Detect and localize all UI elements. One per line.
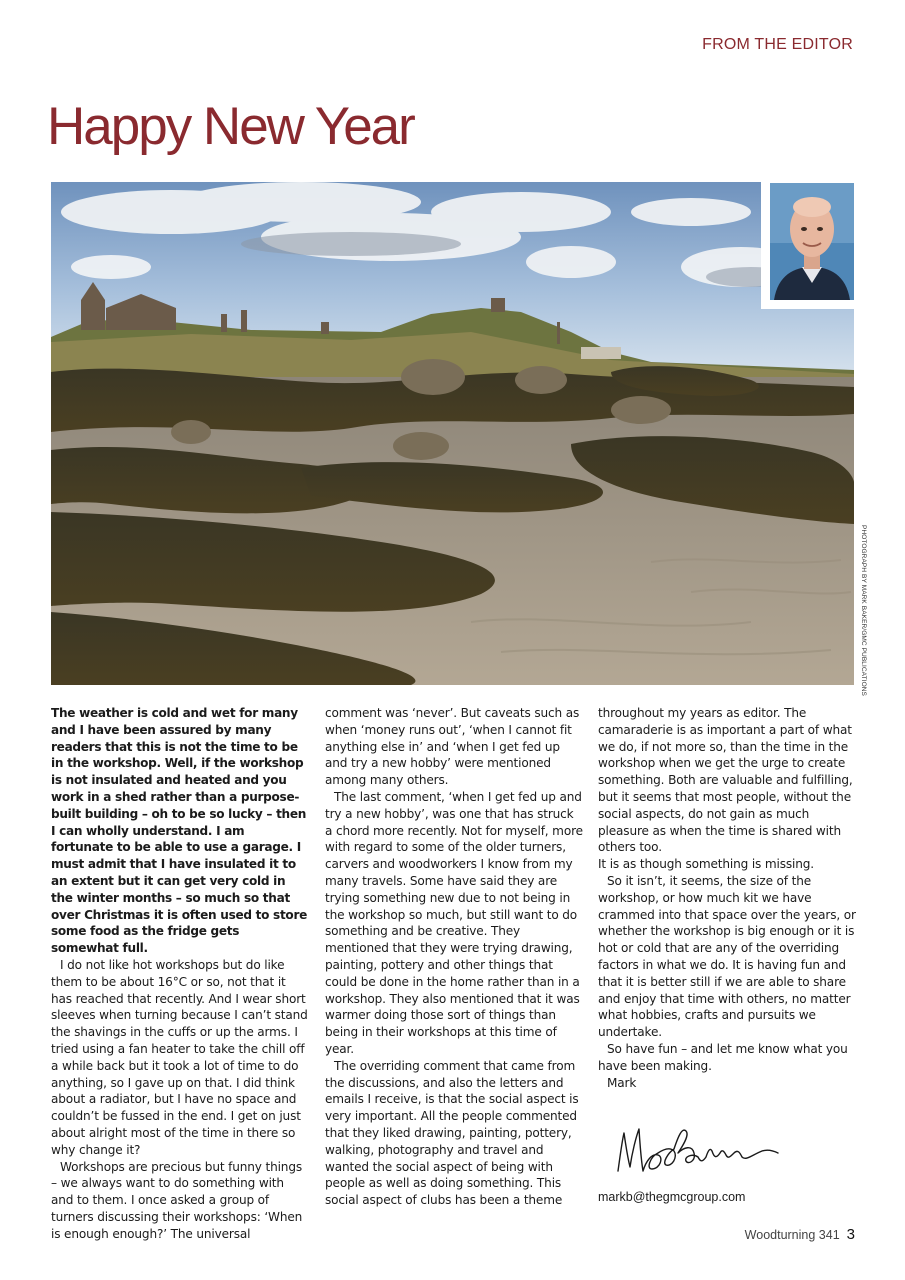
page-title: Happy New Year <box>47 97 414 156</box>
paragraph: I do not like hot workshops but do like them to be about 16°C or so, not that it has reached that recently. And I wear short sleeves when turning because I can’t stand the shavings in the cuffs or up the arms. I tried using a fan heater to take the chill off a while back but it took a lot of time to do anything, so I gave up on that. I did think about a radiator, but I have no space and couldn’t be fussed in the end. I get on just about alright most of the time in there so why change it? <box>51 957 308 1157</box>
page-footer <box>745 1226 855 1243</box>
photo-credit-text: PHOTOGRAPH BY MARK BAKER/GMC PUBLICATIONS <box>859 524 867 696</box>
paragraph: comment was ‘never’. But caveats such as when ‘money runs out’, ‘when I cannot fit anything else in’ and ‘when I get fed up and try a new hobby’ were mentioned among many others. <box>325 706 580 788</box>
publication-issue: Woodturning 341 <box>744 1228 840 1242</box>
beach-photo <box>51 182 854 685</box>
page-number: 3 <box>846 1226 855 1243</box>
paragraph: So it isn’t, it seems, the size of the workshop, or how much kit we have crammed into that space over the years, or whether the workshop is big enough or it is hot or cold that are any of the overriding factors in what we do. It is having fun and that it is better still if we are able to share and enjoy that time with others, no matter what hobbies, crafts and pursuits we undertake. <box>598 873 856 1040</box>
paragraph: The last comment, ‘when I get fed up and try a new hobby’, was one that has struck a chord more recently. Not for myself, more with regard to some of the older turners, carvers and woodworkers I know from my many travels. Some have said they are trying something new due to not being in the workshop so much, but still want to do something and be creative. They mentioned that they were trying drawing, painting, pottery and other things that could be done in the home rather than in a workshop. They also mentioned that it was warmer doing those sort of things than being in their workshops at this time of year. <box>325 789 583 1056</box>
article-column-2 <box>325 705 583 1209</box>
paragraph: So have fun – and let me know what you have been making. <box>598 1041 848 1073</box>
paragraph: It is as though something is missing. <box>598 857 814 872</box>
article-column-3 <box>598 705 856 1091</box>
sign-off-name: Mark <box>607 1075 637 1090</box>
signature <box>612 1117 782 1189</box>
section-label: FROM THE EDITOR <box>702 36 853 53</box>
editor-email[interactable]: markb@thegmcgroup.com <box>598 1190 746 1204</box>
article-column-1 <box>51 705 309 1243</box>
paragraph: Workshops are precious but funny things – we always want to do something with and to them. I once asked a group of turners discussing their workshops: ‘When is enough enough?’ The universal <box>51 1159 303 1241</box>
editor-portrait <box>761 176 862 309</box>
paragraph: throughout my years as editor. The camaraderie is as important a part of what we do, if not more so, than the time in the workshop when we get the urge to create something. Both are valuable and fulfilling, but it seems that most people, without the social aspects, do not gain as much pleasure as when the time is shared with others too. <box>598 706 853 855</box>
photo-credit <box>855 524 871 696</box>
paragraph: The overriding comment that came from the discussions, and also the letters and emails I receive, is that the social aspect is very important. All the people commented that they liked drawing, painting, pottery, walking, photography and travel and wanted the social aspect of being with people as well as doing something. This social aspect of clubs has been a theme <box>325 1058 579 1208</box>
standfirst: The weather is cold and wet for many and I have been assured by many readers that this is not the time to be in the workshop. Well, if the workshop is not insulated and heated and you work in a shed rather than a purpose-built building – oh to be so lucky – then I can wholly understand. I am fortunate to be able to use a garage. I must admit that I have insulated it to an extent but it can get very cold in the winter months – so much so that over Christmas it is often used to store some food as the fridge gets somewhat full. <box>51 706 308 956</box>
editor-headshot <box>770 183 854 300</box>
